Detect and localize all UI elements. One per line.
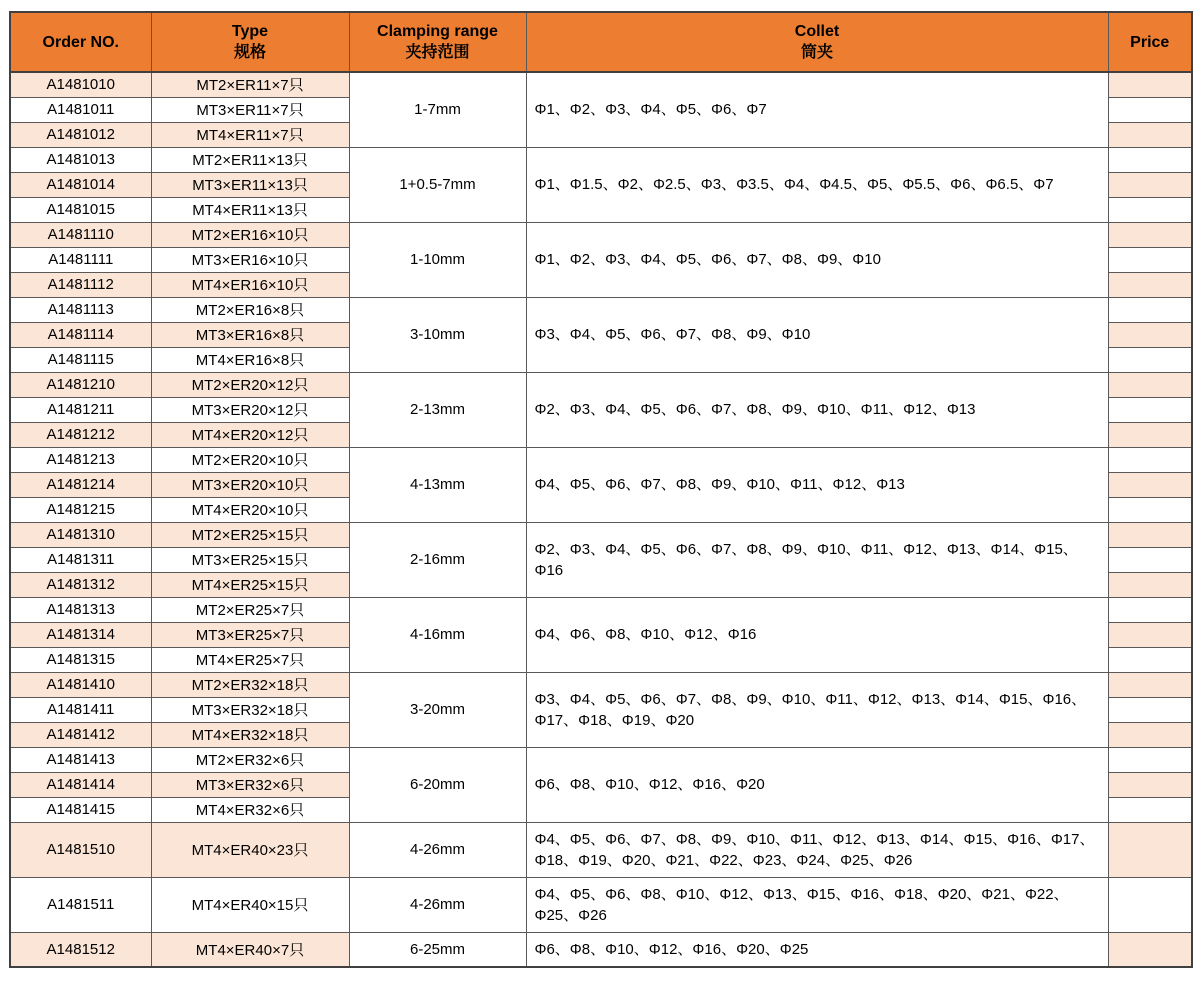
price-cell (1108, 247, 1192, 272)
collet-cell: Φ2、Φ3、Φ4、Φ5、Φ6、Φ7、Φ8、Φ9、Φ10、Φ11、Φ12、Φ13 (526, 372, 1108, 447)
header-price-label: Price (1130, 33, 1170, 51)
type-cell: MT4×ER25×7只 (151, 647, 349, 672)
product-table (9, 11, 1193, 968)
collet-cell: Φ1、Φ2、Φ3、Φ4、Φ5、Φ6、Φ7 (526, 72, 1108, 147)
price-cell (1108, 422, 1192, 447)
collet-cell: Φ1、Φ1.5、Φ2、Φ2.5、Φ3、Φ3.5、Φ4、Φ4.5、Φ5、Φ5.5、Φ6、Φ6.5、Φ7 (526, 147, 1108, 222)
order-no-cell: A1481012 (10, 122, 151, 147)
price-cell (1108, 222, 1192, 247)
type-cell: MT2×ER16×8只 (151, 297, 349, 322)
order-no-cell: A1481112 (10, 272, 151, 297)
header-price (1108, 12, 1192, 72)
price-cell (1108, 772, 1192, 797)
table-row (10, 747, 1192, 772)
collet-cell: Φ3、Φ4、Φ5、Φ6、Φ7、Φ8、Φ9、Φ10 (526, 297, 1108, 372)
header-row (10, 12, 1192, 72)
table-row (10, 222, 1192, 247)
clamping-range-cell: 6-20mm (349, 747, 526, 822)
type-cell: MT4×ER11×13只 (151, 197, 349, 222)
header-collet-label-en: Collet (794, 23, 840, 40)
type-cell: MT2×ER11×13只 (151, 147, 349, 172)
clamping-range-cell: 1-7mm (349, 72, 526, 147)
header-type-label-en: Type (231, 23, 269, 40)
order-no-cell: A1481313 (10, 597, 151, 622)
type-cell: MT4×ER11×7只 (151, 122, 349, 147)
order-no-cell: A1481412 (10, 722, 151, 747)
price-cell (1108, 622, 1192, 647)
price-cell (1108, 197, 1192, 222)
order-no-cell: A1481315 (10, 647, 151, 672)
order-no-cell: A1481011 (10, 97, 151, 122)
order-no-cell: A1481113 (10, 297, 151, 322)
order-no-cell: A1481410 (10, 672, 151, 697)
type-cell: MT2×ER20×10只 (151, 447, 349, 472)
type-cell: MT3×ER25×7只 (151, 622, 349, 647)
type-cell: MT4×ER16×8只 (151, 347, 349, 372)
clamping-range-cell: 3-20mm (349, 672, 526, 747)
collet-cell: Φ4、Φ6、Φ8、Φ10、Φ12、Φ16 (526, 597, 1108, 672)
clamping-range-cell: 2-13mm (349, 372, 526, 447)
type-cell: MT2×ER32×6只 (151, 747, 349, 772)
type-cell: MT4×ER32×6只 (151, 797, 349, 822)
type-cell: MT2×ER25×7只 (151, 597, 349, 622)
type-cell: MT4×ER32×18只 (151, 722, 349, 747)
table-row (10, 877, 1192, 932)
table-row (10, 72, 1192, 97)
table-row (10, 447, 1192, 472)
price-cell (1108, 397, 1192, 422)
table-row (10, 597, 1192, 622)
clamping-range-cell: 1+0.5-7mm (349, 147, 526, 222)
price-cell (1108, 572, 1192, 597)
price-cell (1108, 522, 1192, 547)
order-no-cell: A1481214 (10, 472, 151, 497)
price-cell (1108, 932, 1192, 967)
order-no-cell: A1481210 (10, 372, 151, 397)
price-cell (1108, 597, 1192, 622)
type-cell: MT3×ER16×10只 (151, 247, 349, 272)
table-header (10, 12, 1192, 72)
order-no-cell: A1481215 (10, 497, 151, 522)
collet-cell: Φ4、Φ5、Φ6、Φ7、Φ8、Φ9、Φ10、Φ11、Φ12、Φ13 (526, 447, 1108, 522)
price-cell (1108, 747, 1192, 772)
clamping-range-cell: 3-10mm (349, 297, 526, 372)
collet-cell: Φ2、Φ3、Φ4、Φ5、Φ6、Φ7、Φ8、Φ9、Φ10、Φ11、Φ12、Φ13、Φ14、Φ15、Φ16 (526, 522, 1108, 597)
order-no-cell: A1481212 (10, 422, 151, 447)
price-cell (1108, 547, 1192, 572)
order-no-cell: A1481213 (10, 447, 151, 472)
price-cell (1108, 147, 1192, 172)
table-row (10, 932, 1192, 967)
order-no-cell: A1481015 (10, 197, 151, 222)
type-cell: MT4×ER20×12只 (151, 422, 349, 447)
type-cell: MT4×ER40×15只 (151, 877, 349, 932)
clamping-range-cell: 6-25mm (349, 932, 526, 967)
type-cell: MT4×ER40×7只 (151, 932, 349, 967)
order-no-cell: A1481115 (10, 347, 151, 372)
type-cell: MT4×ER16×10只 (151, 272, 349, 297)
type-cell: MT3×ER20×12只 (151, 397, 349, 422)
header-type-label-zh: 规格 (233, 44, 266, 61)
price-cell (1108, 322, 1192, 347)
order-no-cell: A1481010 (10, 72, 151, 97)
type-cell: MT3×ER11×7只 (151, 97, 349, 122)
header-order-no-label: Order NO. (42, 33, 119, 51)
table-row (10, 297, 1192, 322)
header-clamping-label-zh: 夹持范围 (405, 44, 470, 61)
type-cell: MT3×ER20×10只 (151, 472, 349, 497)
price-cell (1108, 372, 1192, 397)
price-cell (1108, 172, 1192, 197)
type-cell: MT3×ER16×8只 (151, 322, 349, 347)
order-no-cell: A1481314 (10, 622, 151, 647)
order-no-cell: A1481013 (10, 147, 151, 172)
price-cell (1108, 697, 1192, 722)
order-no-cell: A1481111 (10, 247, 151, 272)
table-row (10, 672, 1192, 697)
type-cell: MT2×ER20×12只 (151, 372, 349, 397)
price-cell (1108, 877, 1192, 932)
clamping-range-cell: 2-16mm (349, 522, 526, 597)
order-no-cell: A1481415 (10, 797, 151, 822)
order-no-cell: A1481014 (10, 172, 151, 197)
order-no-cell: A1481510 (10, 822, 151, 877)
order-no-cell: A1481312 (10, 572, 151, 597)
price-cell (1108, 722, 1192, 747)
order-no-cell: A1481311 (10, 547, 151, 572)
type-cell: MT4×ER25×15只 (151, 572, 349, 597)
price-cell (1108, 822, 1192, 877)
type-cell: MT3×ER25×15只 (151, 547, 349, 572)
order-no-cell: A1481411 (10, 697, 151, 722)
price-cell (1108, 672, 1192, 697)
header-order-no (10, 12, 151, 72)
price-cell (1108, 797, 1192, 822)
price-cell (1108, 297, 1192, 322)
header-collet (526, 12, 1108, 72)
header-type (151, 12, 349, 72)
collet-cell: Φ6、Φ8、Φ10、Φ12、Φ16、Φ20 (526, 747, 1108, 822)
order-no-cell: A1481211 (10, 397, 151, 422)
order-no-cell: A1481512 (10, 932, 151, 967)
header-clamping-range (349, 12, 526, 72)
order-no-cell: A1481110 (10, 222, 151, 247)
price-cell (1108, 272, 1192, 297)
collet-cell: Φ4、Φ5、Φ6、Φ7、Φ8、Φ9、Φ10、Φ11、Φ12、Φ13、Φ14、Φ15、Φ16、Φ17、Φ18、Φ19、Φ20、Φ21、Φ22、Φ23、Φ24、Φ25、Φ26 (526, 822, 1108, 877)
type-cell: MT4×ER20×10只 (151, 497, 349, 522)
price-cell (1108, 122, 1192, 147)
price-cell (1108, 497, 1192, 522)
collet-cell: Φ6、Φ8、Φ10、Φ12、Φ16、Φ20、Φ25 (526, 932, 1108, 967)
price-cell (1108, 447, 1192, 472)
collet-cell: Φ3、Φ4、Φ5、Φ6、Φ7、Φ8、Φ9、Φ10、Φ11、Φ12、Φ13、Φ14、Φ15、Φ16、Φ17、Φ18、Φ19、Φ20 (526, 672, 1108, 747)
clamping-range-cell: 1-10mm (349, 222, 526, 297)
type-cell: MT3×ER32×6只 (151, 772, 349, 797)
clamping-range-cell: 4-13mm (349, 447, 526, 522)
clamping-range-cell: 4-26mm (349, 877, 526, 932)
collet-cell: Φ4、Φ5、Φ6、Φ8、Φ10、Φ12、Φ13、Φ15、Φ16、Φ18、Φ20、Φ21、Φ22、Φ25、Φ26 (526, 877, 1108, 932)
clamping-range-cell: 4-26mm (349, 822, 526, 877)
order-no-cell: A1481511 (10, 877, 151, 932)
type-cell: MT2×ER32×18只 (151, 672, 349, 697)
table-row (10, 147, 1192, 172)
type-cell: MT2×ER16×10只 (151, 222, 349, 247)
table-row (10, 372, 1192, 397)
order-no-cell: A1481413 (10, 747, 151, 772)
price-cell (1108, 347, 1192, 372)
price-cell (1108, 72, 1192, 97)
type-cell: MT3×ER11×13只 (151, 172, 349, 197)
table-body (10, 72, 1192, 967)
order-no-cell: A1481414 (10, 772, 151, 797)
clamping-range-cell: 4-16mm (349, 597, 526, 672)
table-row (10, 522, 1192, 547)
order-no-cell: A1481310 (10, 522, 151, 547)
header-collet-label-zh: 筒夹 (800, 44, 833, 61)
type-cell: MT2×ER25×15只 (151, 522, 349, 547)
type-cell: MT3×ER32×18只 (151, 697, 349, 722)
type-cell: MT2×ER11×7只 (151, 72, 349, 97)
price-cell (1108, 472, 1192, 497)
price-cell (1108, 647, 1192, 672)
table-row (10, 822, 1192, 877)
price-cell (1108, 97, 1192, 122)
header-clamping-label-en: Clamping range (377, 23, 498, 40)
order-no-cell: A1481114 (10, 322, 151, 347)
type-cell: MT4×ER40×23只 (151, 822, 349, 877)
collet-cell: Φ1、Φ2、Φ3、Φ4、Φ5、Φ6、Φ7、Φ8、Φ9、Φ10 (526, 222, 1108, 297)
